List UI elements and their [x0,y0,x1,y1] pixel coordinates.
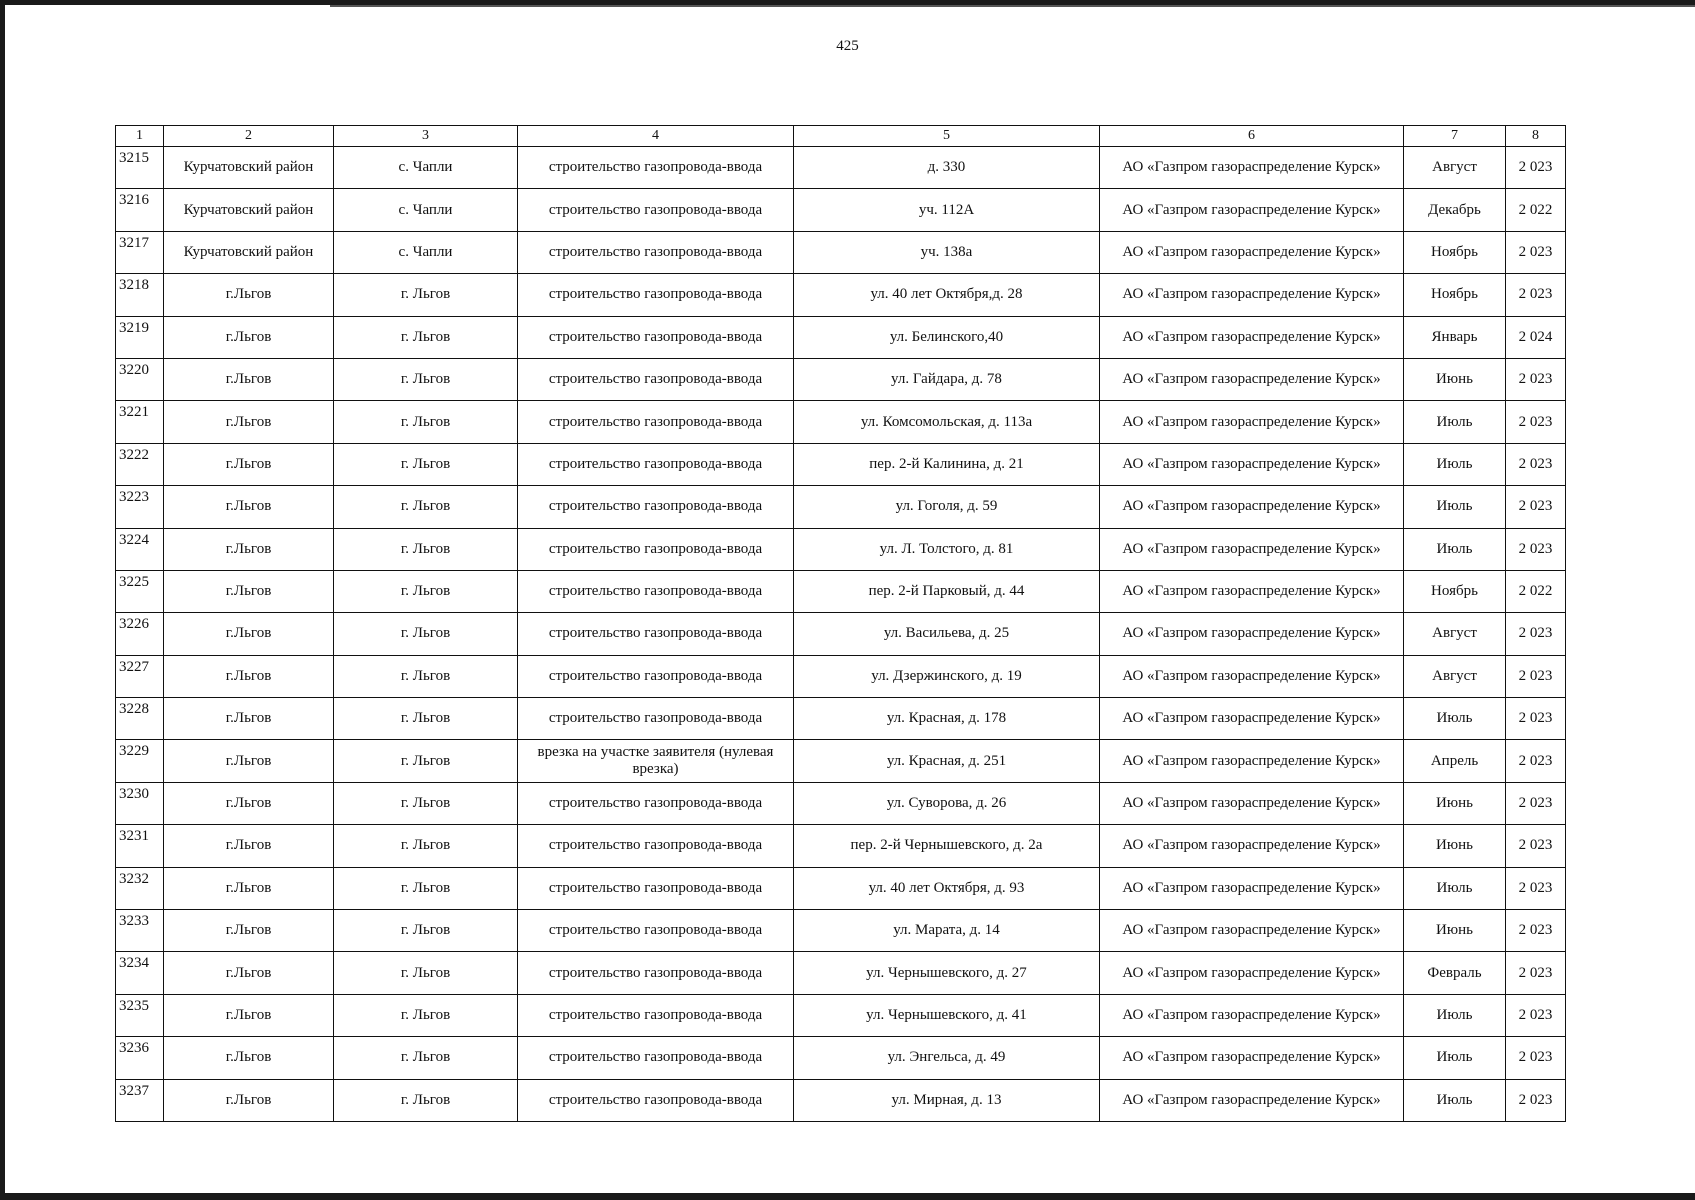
district-cell: г.Льгов [164,698,334,740]
organization-cell: АО «Газпром газораспределение Курск» [1100,486,1404,528]
district-cell: г.Льгов [164,486,334,528]
locality-cell: г. Льгов [334,740,518,782]
table-row [116,1037,1566,1079]
row-number-cell: 3231 [116,825,164,867]
month-cell: Июль [1404,443,1506,485]
month-cell: Август [1404,147,1506,189]
column-header: 3 [334,126,518,147]
row-number-cell: 3220 [116,358,164,400]
address-cell: ул. Суворова, д. 26 [794,782,1100,824]
row-number-cell: 3236 [116,1037,164,1079]
address-cell: пер. 2-й Парковый, д. 44 [794,570,1100,612]
district-cell: г.Льгов [164,358,334,400]
locality-cell: г. Льгов [334,782,518,824]
organization-cell: АО «Газпром газораспределение Курск» [1100,1037,1404,1079]
work-type-cell: строительство газопровода-ввода [518,825,794,867]
address-cell: ул. Мирная, д. 13 [794,1079,1100,1121]
table-row [116,782,1566,824]
district-cell: Курчатовский район [164,147,334,189]
locality-cell: с. Чапли [334,189,518,231]
district-cell: г.Льгов [164,1079,334,1121]
month-cell: Апрель [1404,740,1506,782]
address-cell: ул. Чернышевского, д. 41 [794,994,1100,1036]
locality-cell: г. Льгов [334,867,518,909]
column-header: 4 [518,126,794,147]
row-number-cell: 3228 [116,698,164,740]
row-number-cell: 3219 [116,316,164,358]
locality-cell: г. Льгов [334,698,518,740]
column-header: 7 [1404,126,1506,147]
locality-cell: г. Льгов [334,1079,518,1121]
year-cell: 2 023 [1506,613,1566,655]
address-cell: ул. Марата, д. 14 [794,910,1100,952]
table-row [116,613,1566,655]
work-type-cell: строительство газопровода-ввода [518,1037,794,1079]
month-cell: Ноябрь [1404,274,1506,316]
work-type-cell: строительство газопровода-ввода [518,655,794,697]
locality-cell: г. Льгов [334,443,518,485]
registry-table [115,125,1566,1122]
row-number-cell: 3227 [116,655,164,697]
row-number-cell: 3235 [116,994,164,1036]
organization-cell: АО «Газпром газораспределение Курск» [1100,401,1404,443]
row-number-cell: 3222 [116,443,164,485]
work-type-cell: строительство газопровода-ввода [518,274,794,316]
year-cell: 2 023 [1506,147,1566,189]
district-cell: г.Льгов [164,952,334,994]
locality-cell: г. Льгов [334,1037,518,1079]
row-number-cell: 3234 [116,952,164,994]
row-number-cell: 3221 [116,401,164,443]
organization-cell: АО «Газпром газораспределение Курск» [1100,1079,1404,1121]
table-row [116,274,1566,316]
row-number-cell: 3230 [116,782,164,824]
year-cell: 2 023 [1506,358,1566,400]
month-cell: Июнь [1404,782,1506,824]
address-cell: уч. 112А [794,189,1100,231]
row-number-cell: 3237 [116,1079,164,1121]
table-row [116,825,1566,867]
address-cell: уч. 138а [794,231,1100,273]
year-cell: 2 023 [1506,231,1566,273]
table-row [116,655,1566,697]
district-cell: г.Льгов [164,910,334,952]
work-type-cell: строительство газопровода-ввода [518,486,794,528]
scan-border-bottom [0,1193,1695,1200]
table-row [116,231,1566,273]
district-cell: Курчатовский район [164,189,334,231]
work-type-cell: строительство газопровода-ввода [518,698,794,740]
locality-cell: г. Льгов [334,274,518,316]
year-cell: 2 023 [1506,867,1566,909]
address-cell: ул. Чернышевского, д. 27 [794,952,1100,994]
row-number-cell: 3223 [116,486,164,528]
district-cell: г.Льгов [164,401,334,443]
month-cell: Декабрь [1404,189,1506,231]
organization-cell: АО «Газпром газораспределение Курск» [1100,528,1404,570]
organization-cell: АО «Газпром газораспределение Курск» [1100,994,1404,1036]
work-type-cell: строительство газопровода-ввода [518,1079,794,1121]
table-row [116,1079,1566,1121]
year-cell: 2 023 [1506,994,1566,1036]
locality-cell: г. Льгов [334,952,518,994]
locality-cell: с. Чапли [334,231,518,273]
year-cell: 2 023 [1506,486,1566,528]
organization-cell: АО «Газпром газораспределение Курск» [1100,231,1404,273]
work-type-cell: строительство газопровода-ввода [518,782,794,824]
month-cell: Август [1404,655,1506,697]
district-cell: г.Льгов [164,613,334,655]
work-type-cell: строительство газопровода-ввода [518,358,794,400]
work-type-cell: строительство газопровода-ввода [518,952,794,994]
year-cell: 2 023 [1506,952,1566,994]
address-cell: пер. 2-й Калинина, д. 21 [794,443,1100,485]
month-cell: Июнь [1404,825,1506,867]
locality-cell: г. Льгов [334,825,518,867]
month-cell: Июль [1404,994,1506,1036]
row-number-cell: 3217 [116,231,164,273]
row-number-cell: 3232 [116,867,164,909]
locality-cell: г. Льгов [334,316,518,358]
organization-cell: АО «Газпром газораспределение Курск» [1100,274,1404,316]
work-type-cell: строительство газопровода-ввода [518,867,794,909]
district-cell: г.Льгов [164,867,334,909]
address-cell: ул. Васильева, д. 25 [794,613,1100,655]
organization-cell: АО «Газпром газораспределение Курск» [1100,189,1404,231]
locality-cell: г. Льгов [334,994,518,1036]
month-cell: Ноябрь [1404,570,1506,612]
row-number-cell: 3225 [116,570,164,612]
organization-cell: АО «Газпром газораспределение Курск» [1100,740,1404,782]
address-cell: ул. Красная, д. 251 [794,740,1100,782]
table-row [116,740,1566,782]
organization-cell: АО «Газпром газораспределение Курск» [1100,147,1404,189]
address-cell: пер. 2-й Чернышевского, д. 2а [794,825,1100,867]
address-cell: ул. Комсомольская, д. 113а [794,401,1100,443]
district-cell: Курчатовский район [164,231,334,273]
organization-cell: АО «Газпром газораспределение Курск» [1100,825,1404,867]
district-cell: г.Льгов [164,316,334,358]
year-cell: 2 023 [1506,740,1566,782]
year-cell: 2 024 [1506,316,1566,358]
work-type-cell: строительство газопровода-ввода [518,231,794,273]
table-row [116,358,1566,400]
registry-body [116,147,1566,1122]
header-row [116,126,1566,147]
organization-cell: АО «Газпром газораспределение Курск» [1100,782,1404,824]
locality-cell: с. Чапли [334,147,518,189]
work-type-cell: строительство газопровода-ввода [518,189,794,231]
table-row [116,401,1566,443]
address-cell: ул. 40 лет Октября, д. 93 [794,867,1100,909]
page-number: 425 [836,38,859,54]
year-cell: 2 023 [1506,825,1566,867]
table-row [116,867,1566,909]
table-row [116,316,1566,358]
month-cell: Июль [1404,486,1506,528]
month-cell: Июнь [1404,358,1506,400]
locality-cell: г. Льгов [334,910,518,952]
year-cell: 2 023 [1506,528,1566,570]
work-type-cell: строительство газопровода-ввода [518,316,794,358]
district-cell: г.Льгов [164,740,334,782]
table-row [116,147,1566,189]
locality-cell: г. Льгов [334,655,518,697]
address-cell: ул. Белинского,40 [794,316,1100,358]
district-cell: г.Льгов [164,443,334,485]
month-cell: Июль [1404,1079,1506,1121]
district-cell: г.Льгов [164,825,334,867]
month-cell: Июль [1404,528,1506,570]
row-number-cell: 3226 [116,613,164,655]
district-cell: г.Льгов [164,994,334,1036]
organization-cell: АО «Газпром газораспределение Курск» [1100,443,1404,485]
address-cell: ул. Гоголя, д. 59 [794,486,1100,528]
year-cell: 2 023 [1506,443,1566,485]
column-header: 8 [1506,126,1566,147]
organization-cell: АО «Газпром газораспределение Курск» [1100,570,1404,612]
row-number-cell: 3216 [116,189,164,231]
row-number-cell: 3233 [116,910,164,952]
work-type-cell: строительство газопровода-ввода [518,613,794,655]
organization-cell: АО «Газпром газораспределение Курск» [1100,698,1404,740]
work-type-cell: строительство газопровода-ввода [518,147,794,189]
year-cell: 2 023 [1506,910,1566,952]
column-header: 6 [1100,126,1404,147]
locality-cell: г. Льгов [334,570,518,612]
organization-cell: АО «Газпром газораспределение Курск» [1100,358,1404,400]
table-row [116,698,1566,740]
table-row [116,570,1566,612]
address-cell: ул. Красная, д. 178 [794,698,1100,740]
work-type-cell: строительство газопровода-ввода [518,910,794,952]
month-cell: Февраль [1404,952,1506,994]
month-cell: Январь [1404,316,1506,358]
work-type-cell: врезка на участке заявителя (нулевая врезка) [518,740,794,782]
year-cell: 2 023 [1506,401,1566,443]
column-header: 1 [116,126,164,147]
address-cell: ул. Гайдара, д. 78 [794,358,1100,400]
address-cell: ул. Л. Толстого, д. 81 [794,528,1100,570]
month-cell: Ноябрь [1404,231,1506,273]
row-number-cell: 3218 [116,274,164,316]
address-cell: д. 330 [794,147,1100,189]
scan-border-top-inner [330,5,1695,7]
district-cell: г.Льгов [164,1037,334,1079]
scan-border-left [0,0,5,1200]
organization-cell: АО «Газпром газораспределение Курск» [1100,655,1404,697]
organization-cell: АО «Газпром газораспределение Курск» [1100,613,1404,655]
row-number-cell: 3229 [116,740,164,782]
month-cell: Август [1404,613,1506,655]
month-cell: Июль [1404,1037,1506,1079]
work-type-cell: строительство газопровода-ввода [518,994,794,1036]
year-cell: 2 023 [1506,1079,1566,1121]
table-row [116,528,1566,570]
address-cell: ул. 40 лет Октября,д. 28 [794,274,1100,316]
district-cell: г.Льгов [164,782,334,824]
table-row [116,443,1566,485]
address-cell: ул. Энгельса, д. 49 [794,1037,1100,1079]
district-cell: г.Льгов [164,528,334,570]
table-row [116,189,1566,231]
organization-cell: АО «Газпром газораспределение Курск» [1100,910,1404,952]
table-row [116,486,1566,528]
column-header: 2 [164,126,334,147]
locality-cell: г. Льгов [334,613,518,655]
year-cell: 2 023 [1506,655,1566,697]
month-cell: Июнь [1404,910,1506,952]
work-type-cell: строительство газопровода-ввода [518,443,794,485]
year-cell: 2 023 [1506,782,1566,824]
year-cell: 2 023 [1506,274,1566,316]
address-cell: ул. Дзержинского, д. 19 [794,655,1100,697]
year-cell: 2 023 [1506,1037,1566,1079]
locality-cell: г. Льгов [334,401,518,443]
column-header: 5 [794,126,1100,147]
table-row [116,952,1566,994]
table-row [116,910,1566,952]
locality-cell: г. Льгов [334,486,518,528]
work-type-cell: строительство газопровода-ввода [518,570,794,612]
organization-cell: АО «Газпром газораспределение Курск» [1100,316,1404,358]
month-cell: Июль [1404,867,1506,909]
organization-cell: АО «Газпром газораспределение Курск» [1100,867,1404,909]
table-row [116,994,1566,1036]
organization-cell: АО «Газпром газораспределение Курск» [1100,952,1404,994]
district-cell: г.Льгов [164,655,334,697]
locality-cell: г. Льгов [334,528,518,570]
work-type-cell: строительство газопровода-ввода [518,528,794,570]
year-cell: 2 022 [1506,189,1566,231]
row-number-cell: 3215 [116,147,164,189]
month-cell: Июль [1404,401,1506,443]
district-cell: г.Льгов [164,274,334,316]
year-cell: 2 022 [1506,570,1566,612]
work-type-cell: строительство газопровода-ввода [518,401,794,443]
year-cell: 2 023 [1506,698,1566,740]
locality-cell: г. Льгов [334,358,518,400]
month-cell: Июль [1404,698,1506,740]
district-cell: г.Льгов [164,570,334,612]
row-number-cell: 3224 [116,528,164,570]
